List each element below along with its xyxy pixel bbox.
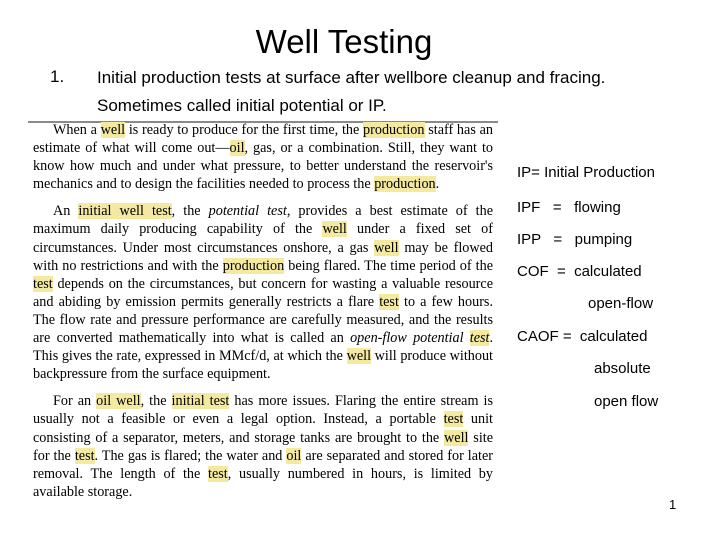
- excerpt-text: will produce without backpressure from the surface equipment.: [33, 348, 493, 383]
- excerpt-text: , provides a best estimate of the maximum daily producing capability of the: [33, 203, 493, 238]
- excerpt-text: , gas, or a combination. Still, they want to know how much and under what pressure, to better understand the reservoir's mechanics and to design the facilities needed to process the: [33, 140, 493, 193]
- excerpt-text: depends on the circumstances, but concern for wasting a valuable resource and abiding by emission permits generally restricts a flare: [33, 275, 493, 310]
- highlighted-term: well: [374, 239, 399, 256]
- highlighted-term: production: [363, 122, 425, 138]
- bullet-text: Initial production tests at surface after wellbore cleanup and fracing. Sometimes called initial potential or IP.: [97, 68, 606, 115]
- highlighted-term: test: [74, 447, 95, 464]
- excerpt-text: When a: [53, 122, 101, 138]
- excerpt-text: potential test: [208, 203, 287, 220]
- highlighted-term: test: [469, 330, 490, 347]
- excerpt-text: unit consisting of a separator, meters, and storage tanks are brought to the: [33, 411, 493, 446]
- excerpt-text: , the: [171, 203, 209, 220]
- highlighted-term: production: [374, 176, 436, 193]
- excerpt-text: For an: [53, 393, 97, 410]
- excerpt-text: An: [53, 203, 79, 220]
- excerpt-text: are separated and stored for later removal. The length of the: [33, 447, 493, 482]
- highlighted-term: initial test: [171, 393, 230, 410]
- excerpt-text: . The gas is flared; the water and: [94, 447, 287, 464]
- abbrev-ipf: IPF = flowing: [517, 199, 621, 216]
- highlighted-term: oil: [286, 447, 302, 464]
- excerpt-text: . This gives the rate, expressed in MMcf/d, at which the: [33, 330, 494, 365]
- abbrev-ip: IP= Initial Production: [517, 164, 655, 181]
- abbrev-caof: CAOF = calculated: [517, 328, 648, 345]
- excerpt-text: open-flow potential: [350, 330, 470, 347]
- highlighted-term: oil well: [96, 393, 141, 410]
- excerpt-text: being flared. The time period of the: [284, 257, 493, 274]
- highlighted-term: test: [33, 275, 53, 292]
- highlighted-term: initial well test: [78, 203, 172, 220]
- excerpt-text: may be flowed with no restrictions and with the: [33, 239, 493, 274]
- slide-title: Well Testing: [255, 23, 433, 60]
- excerpt-text: to a few hours. The flow rate and pressure performance are carefully measured, and the results are converted mathematically into what is called an: [33, 293, 493, 347]
- excerpt-text: under a fixed set of circumstances. Under most circumstances onshore, a gas: [33, 221, 493, 256]
- highlighted-term: oil: [229, 140, 245, 157]
- highlighted-term: well: [346, 348, 372, 365]
- highlighted-term: well: [100, 122, 126, 138]
- highlighted-term: test: [208, 465, 228, 482]
- page-number: 1: [669, 497, 677, 512]
- abbrev-caof-cont-2: open flow: [594, 393, 659, 410]
- excerpt-text: has more issues. Flaring the entire stream is usually not a feasible or even a legal option. Instead, a portable: [33, 393, 493, 428]
- abbrev-cof-cont: open-flow: [588, 295, 654, 312]
- excerpt-text: .: [435, 176, 440, 193]
- abbrev-caof-cont-1: absolute: [594, 360, 651, 377]
- excerpt-paragraph: [33, 121, 493, 193]
- excerpt-text: , usually numbered in hours, is limited by available storage.: [33, 465, 493, 500]
- abbrev-ipp: IPP = pumping: [517, 231, 633, 248]
- highlighted-term: production: [222, 257, 285, 274]
- highlighted-term: test: [379, 293, 399, 310]
- abbrev-cof: COF = calculated: [517, 263, 642, 280]
- excerpt-text: , the: [140, 393, 172, 410]
- highlighted-term: well: [444, 429, 469, 446]
- excerpt-text: staff has an estimate of what will come out—: [33, 122, 493, 157]
- highlighted-term: well: [322, 221, 347, 238]
- highlighted-term: test: [443, 411, 464, 428]
- scanned-book-excerpt: [33, 121, 493, 510]
- bullet-number: 1.: [50, 67, 65, 86]
- excerpt-text: is ready to produce for the first time, the: [125, 122, 364, 138]
- excerpt-paragraph: [33, 392, 493, 501]
- excerpt-paragraph: [33, 202, 493, 383]
- excerpt-text: site for the: [33, 429, 494, 464]
